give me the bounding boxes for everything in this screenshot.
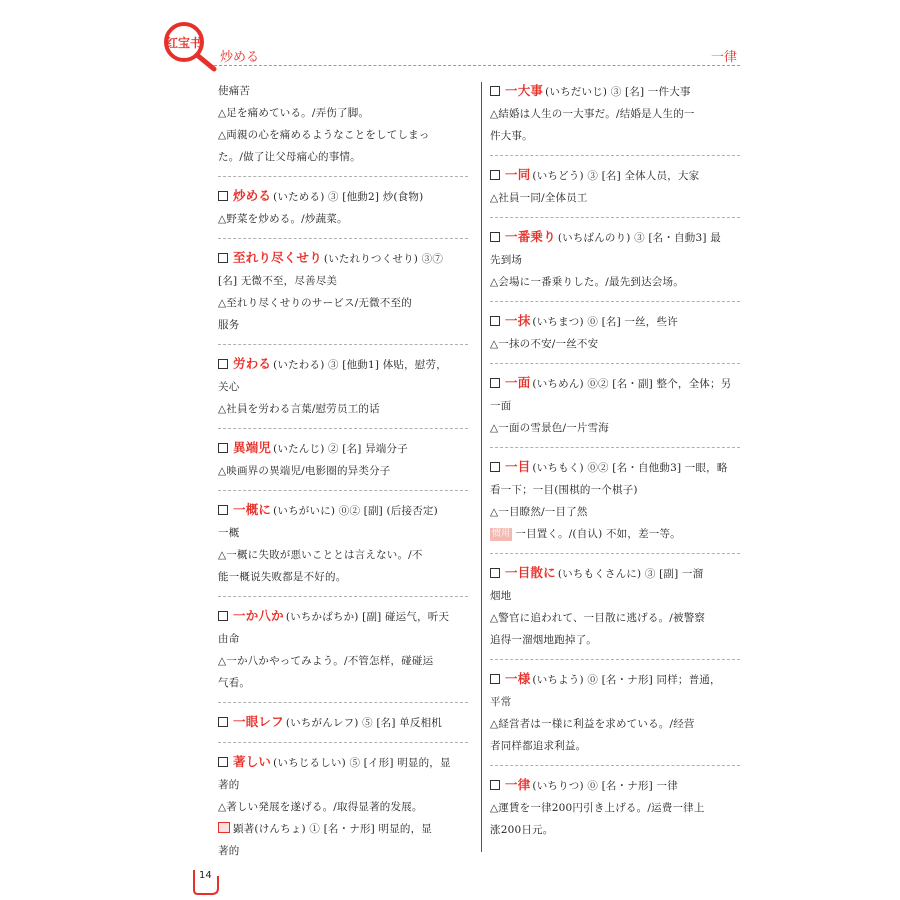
dictionary-entry — [490, 456, 740, 545]
entry-definition-line — [218, 499, 468, 522]
entry-text-line — [218, 544, 468, 566]
dictionary-entry — [218, 80, 468, 168]
related-word-text: 著的 — [218, 845, 240, 857]
dictionary-entry — [218, 751, 468, 862]
checkbox-icon — [490, 316, 500, 326]
entry-definition-line — [490, 80, 740, 103]
checkbox-icon — [218, 359, 228, 369]
entry-text: (いたんじ) ② [名] 异端分子 — [273, 443, 408, 455]
entry-separator — [490, 363, 740, 364]
dictionary-entry — [490, 668, 740, 757]
headword: 一番乗り — [505, 229, 556, 244]
entry-definition-line — [218, 247, 468, 270]
entry-separator — [490, 447, 740, 448]
entry-text-line — [218, 774, 468, 796]
entry-text: △一抹の不安/一丝不安 — [490, 338, 599, 350]
entry-text: 一面 — [490, 400, 512, 412]
headword: 一面 — [505, 375, 531, 390]
entry-text-line — [490, 249, 740, 271]
entry-separator — [490, 553, 740, 554]
entry-text-line — [490, 187, 740, 209]
entry-text: 由命 — [218, 633, 240, 645]
entry-text: (いちかばちか) [副] 碰运气，听天 — [285, 611, 450, 623]
entry-separator — [490, 155, 740, 156]
checkbox-icon — [218, 443, 228, 453]
headword: 至れり尽くせり — [233, 250, 322, 265]
entry-text: △社員を労わる言葉/慰劳员工的话 — [218, 403, 380, 415]
dictionary-entry — [490, 226, 740, 293]
entry-text-line — [490, 103, 740, 125]
entry-definition-line — [490, 372, 740, 395]
entry-text: △至れり尽くせりのサービス/无微不至的 — [218, 297, 412, 309]
checkbox-icon — [218, 191, 228, 201]
entry-text-line — [218, 102, 468, 124]
dictionary-entry — [218, 247, 468, 336]
headword: 一様 — [505, 671, 531, 686]
right-column — [490, 80, 740, 841]
entry-text: 看一下；一目(围棋的一个棋子) — [490, 484, 638, 496]
entry-text-line — [490, 819, 740, 841]
entry-text-line — [218, 376, 468, 398]
checkbox-icon — [490, 232, 500, 242]
entry-separator — [490, 659, 740, 660]
entry-text: △一面の雪景色/一片雪海 — [490, 422, 610, 434]
headword: 異端児 — [233, 440, 272, 455]
entry-definition-line — [490, 774, 740, 797]
related-word-line — [218, 840, 468, 862]
entry-text: (いちよう) ⓪ [名・ナ形] 同样；普通， — [532, 674, 721, 686]
entry-definition-line — [490, 668, 740, 691]
entry-text: 涨200日元。 — [490, 824, 554, 836]
entry-text: (いちだいじ) ③ [名] 一件大事 — [545, 86, 691, 98]
entry-definition-line — [490, 310, 740, 333]
dictionary-entry — [490, 774, 740, 841]
entry-definition-line — [218, 711, 468, 734]
entry-text: △足を痛めている。/弄伤了脚。 — [218, 107, 370, 119]
entry-text: (いちがいに) ⓪② [副] (后接否定) — [273, 505, 438, 517]
entry-text-line — [218, 146, 468, 168]
entry-definition-line — [490, 562, 740, 585]
usage-line — [490, 523, 740, 545]
dictionary-entry — [218, 185, 468, 230]
entry-text-line — [490, 607, 740, 629]
headword: 著しい — [233, 754, 272, 769]
usage-badge: 惯用 — [492, 529, 511, 539]
checkbox-icon — [490, 568, 500, 578]
entry-definition-line — [218, 80, 468, 102]
entry-text-line — [218, 522, 468, 544]
entry-text-line — [218, 124, 468, 146]
running-head-last-word: 一律 — [710, 50, 737, 65]
entry-text: 使痛苦 — [218, 85, 251, 97]
headword: 一概に — [233, 502, 272, 517]
entry-separator — [218, 238, 468, 239]
entry-text: (いちまつ) ⓪ [名] 一丝，些许 — [532, 316, 678, 328]
usage-text: 一目置く。/(自认) 不如，差一等。 — [515, 528, 681, 540]
entry-separator — [218, 596, 468, 597]
related-word-line — [218, 818, 468, 840]
entry-text-line — [490, 395, 740, 417]
entry-text-line — [490, 479, 740, 501]
entry-text-line — [490, 271, 740, 293]
entry-separator — [218, 702, 468, 703]
entry-text-line — [490, 417, 740, 439]
entry-text-line — [490, 735, 740, 757]
headword: 一目 — [505, 459, 531, 474]
entry-text-line — [218, 672, 468, 694]
entry-text-line — [218, 566, 468, 588]
entry-text-line — [490, 501, 740, 523]
entry-text: 者同样都追求利益。 — [490, 740, 587, 752]
entry-text: (いちじるしい) ⑤ [イ形] 明显的，显 — [273, 757, 451, 769]
entry-separator — [218, 428, 468, 429]
entry-text: 气看。 — [218, 677, 251, 689]
magnifier-logo-icon — [160, 20, 220, 72]
entry-text: △会場に一番乗りした。/最先到达会场。 — [490, 276, 684, 288]
entry-definition-line — [218, 437, 468, 460]
dictionary-entry — [218, 353, 468, 420]
entry-text: 能一概说失败都是不好的。 — [218, 571, 347, 583]
entry-text: △野菜を炒める。/炒蔬菜。 — [218, 213, 348, 225]
headword: 一か八か — [233, 608, 284, 623]
entry-definition-line — [218, 605, 468, 628]
related-word-text: 顕著(けんちょ) ① [名・ナ形] 明显的，显 — [233, 823, 432, 835]
entry-text-line — [218, 796, 468, 818]
entry-text: △結婚は人生の一大事だ。/结婚是人生的一 — [490, 108, 695, 120]
dictionary-entry — [490, 562, 740, 651]
related-word-icon — [218, 822, 230, 833]
entry-text: △映画界の異端児/电影圈的异类分子 — [218, 465, 391, 477]
entry-text-line — [218, 292, 468, 314]
entry-text-line — [490, 691, 740, 713]
entry-text: 一概 — [218, 527, 240, 539]
checkbox-icon — [218, 253, 228, 263]
page-number: 14 — [199, 870, 212, 881]
entry-text: (いちもく) ⓪② [名・自他動3] 一眼，略 — [532, 462, 728, 474]
entry-text: △一目瞭然/一目了然 — [490, 506, 588, 518]
entry-text: (いちりつ) ⓪ [名・ナ形] 一律 — [532, 780, 678, 792]
headword: 炒める — [233, 188, 272, 203]
entry-text-line — [218, 208, 468, 230]
entry-text: △著しい発展を遂げる。/取得显著的发展。 — [218, 801, 423, 813]
logo-text: 红宝书 — [165, 36, 203, 50]
column-divider — [481, 82, 482, 852]
entry-text: (いためる) ③ [他動2] 炒(食物) — [273, 191, 424, 203]
entry-text-line — [490, 797, 740, 819]
entry-text: 件大事。 — [490, 130, 533, 142]
entry-text-line — [218, 628, 468, 650]
entry-text: 追得一溜烟地跑掉了。 — [490, 634, 597, 646]
entry-text-line — [490, 585, 740, 607]
left-column — [218, 80, 468, 862]
checkbox-icon — [490, 780, 500, 790]
dictionary-entry — [490, 164, 740, 209]
entry-separator — [218, 742, 468, 743]
entry-text: 关心 — [218, 381, 240, 393]
entry-text: △経営者は一様に利益を求めている。/经营 — [490, 718, 695, 730]
dictionary-entry — [218, 437, 468, 482]
entry-text-line — [218, 460, 468, 482]
entry-text: (いたわる) ③ [他動1] 体贴，慰劳， — [273, 359, 447, 371]
checkbox-icon — [490, 674, 500, 684]
entry-text: た。/做了让父母痛心的事情。 — [218, 151, 361, 163]
entry-text: 平常 — [490, 696, 512, 708]
entry-text: △両親の心を痛めるようなことをしてしまっ — [218, 129, 430, 141]
entry-separator — [218, 176, 468, 177]
entry-text-line — [218, 398, 468, 420]
entry-text: (いたれりつくせり) ③⑦ — [323, 253, 444, 265]
dictionary-entry — [218, 711, 468, 734]
entry-text-line — [490, 713, 740, 735]
dictionary-entry — [490, 372, 740, 439]
header-rule — [214, 65, 740, 66]
headword: 一目散に — [505, 565, 556, 580]
headword: 一抹 — [505, 313, 531, 328]
entry-text: (いちどう) ③ [名] 全体人员，大家 — [532, 170, 700, 182]
entry-text: 先到场 — [490, 254, 523, 266]
entry-text: △社員一同/全体员工 — [490, 192, 588, 204]
entry-separator — [490, 765, 740, 766]
entry-definition-line — [218, 751, 468, 774]
entry-text: △運賃を一律200円引き上げる。/运费一律上 — [490, 802, 705, 814]
entry-separator — [490, 301, 740, 302]
entry-text: △一概に失敗が悪いこととは言えない。/不 — [218, 549, 423, 561]
entry-separator — [218, 490, 468, 491]
checkbox-icon — [490, 462, 500, 472]
entry-text: (いちめん) ⓪② [名・副] 整个，全体；另 — [532, 378, 732, 390]
checkbox-icon — [218, 611, 228, 621]
checkbox-icon — [218, 757, 228, 767]
dictionary-entry — [490, 80, 740, 147]
entry-definition-line — [490, 164, 740, 187]
running-head-first-word: 炒める — [220, 50, 260, 65]
entry-text: △警官に追われて、一目散に逃げる。/被警察 — [490, 612, 706, 624]
headword: 労わる — [233, 356, 272, 371]
entry-definition-line — [218, 353, 468, 376]
entry-separator — [218, 344, 468, 345]
entry-text: (いちがんレフ) ⑤ [名] 单反相机 — [285, 717, 443, 729]
headword: 一大事 — [505, 83, 544, 98]
entry-text: 服务 — [218, 319, 240, 331]
dictionary-entry — [490, 310, 740, 355]
checkbox-icon — [218, 505, 228, 515]
entry-text-line — [218, 650, 468, 672]
entry-text-line — [218, 314, 468, 336]
headword: 一同 — [505, 167, 531, 182]
entry-text: (いちもくさんに) ③ [副] 一溜 — [557, 568, 704, 580]
book-logo — [160, 20, 220, 72]
checkbox-icon — [490, 378, 500, 388]
entry-definition-line — [490, 226, 740, 249]
checkbox-icon — [490, 170, 500, 180]
headword: 一律 — [505, 777, 531, 792]
checkbox-icon — [490, 86, 500, 96]
entry-text: 著的 — [218, 779, 240, 791]
entry-text-line — [490, 333, 740, 355]
dictionary-entry — [218, 605, 468, 694]
dictionary-entry — [218, 499, 468, 588]
entry-separator — [490, 217, 740, 218]
entry-text: (いちばんのり) ③ [名・自動3] 最 — [557, 232, 721, 244]
entry-text-line — [490, 629, 740, 651]
entry-definition-line — [490, 456, 740, 479]
entry-text: △一か八かやってみよう。/不管怎样，碰碰运 — [218, 655, 434, 667]
checkbox-icon — [218, 717, 228, 727]
entry-text: 烟地 — [490, 590, 512, 602]
headword: 一眼レフ — [233, 714, 284, 729]
entry-definition-line — [218, 185, 468, 208]
entry-text: [名] 无微不至，尽善尽美 — [218, 275, 338, 287]
entry-text-line — [218, 270, 468, 292]
entry-text-line — [490, 125, 740, 147]
